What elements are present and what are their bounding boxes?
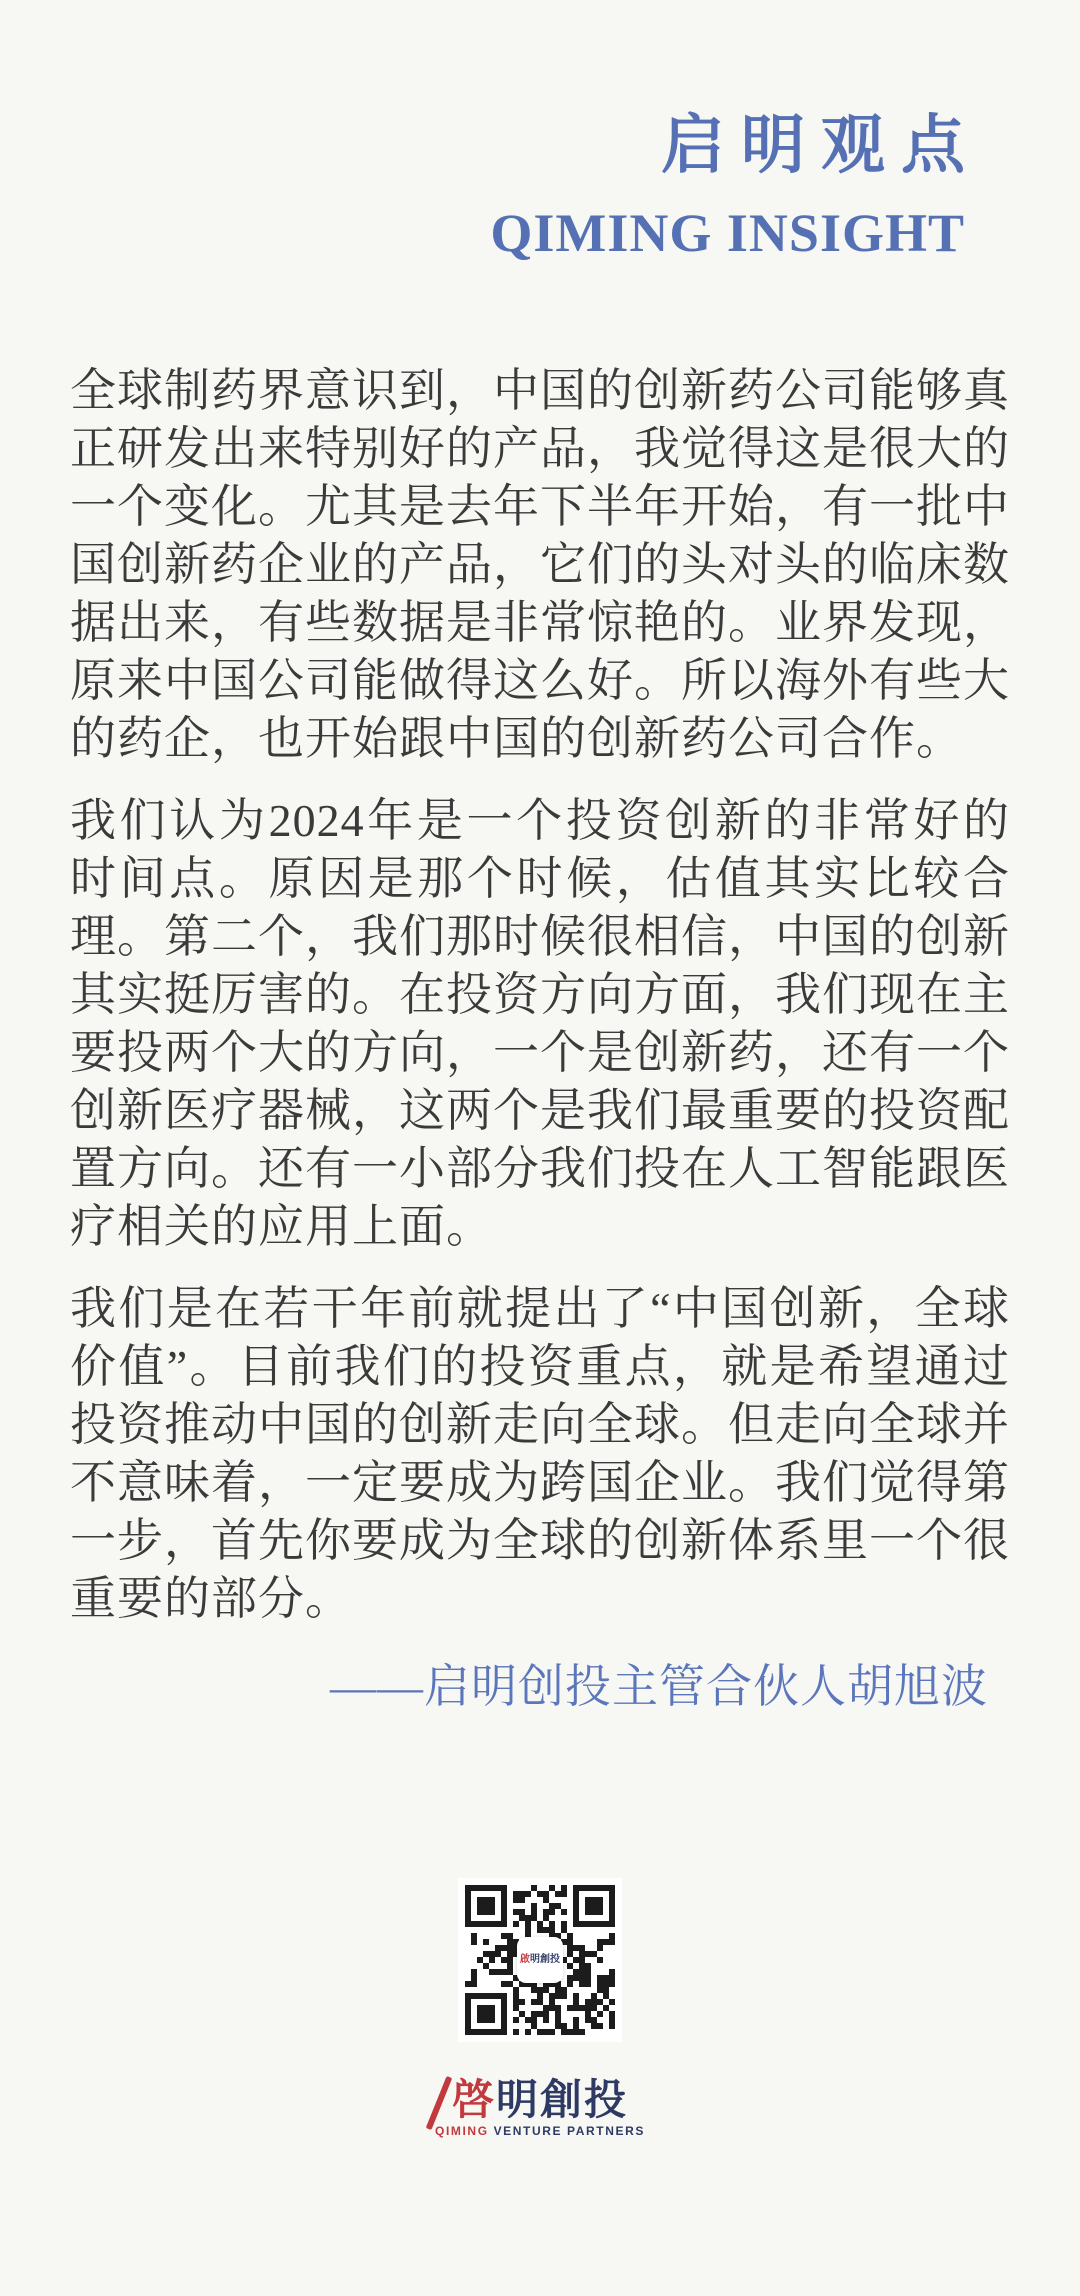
logo-subtitle — [0, 2124, 1080, 2138]
paragraph-3: 我们是在若干年前就提出了“中国创新，全球价值”。目前我们的投资重点，就是希望通过投资推动中国的创新走向全球。但走向全球并不意味着，一定要成为跨国企业。我们觉得第一步，首先你要成为全球的创新体系里一个很重要的部分。 — [70, 1283, 1010, 1624]
logo-wordmark-first: 啓 — [451, 2076, 496, 2123]
qr-logo-text-first: 啟 — [520, 1954, 530, 1965]
article-body — [70, 362, 1010, 1716]
logo-wordmark-rest: 明創投 — [496, 2076, 629, 2123]
logo-wordmark — [452, 2078, 628, 2122]
qr-center-logo — [517, 1937, 563, 1983]
logo-subtitle-first: QIMING — [435, 2124, 489, 2138]
logo-slash-icon — [426, 2076, 453, 2130]
page-title-en: QIMING INSIGHT — [490, 203, 965, 263]
attribution-line: ——启明创投主管合伙人胡旭波 — [330, 1661, 988, 1712]
wechat-qr-code-icon — [458, 1878, 622, 2042]
paragraph-1: 全球制药界意识到，中国的创新药公司能够真正研发出来特别好的产品，我觉得这是很大的一个变化。尤其是去年下半年开始，有一批中国创新药企业的产品，它们的头对头的临床数据出来，有些数据是非常惊艳的。业界发现，原来中国公司能做得这么好。所以海外有些大的药企，也开始跟中国的创新药公司合作。 — [70, 365, 1010, 764]
paragraph-2: 我们认为2024年是一个投资创新的非常好的时间点。原因是那个时候，估值其实比较合理。第二个，我们那时候很相信，中国的创新其实挺厉害的。在投资方向方面，我们现在主要投两个大的方向，一个是创新药，还有一个创新医疗器械，这两个是我们最重要的投资配置方向。还有一小部分我们投在人工智能跟医疗相关的应用上面。 — [70, 795, 1010, 1252]
company-logo — [0, 2078, 1080, 2138]
qr-logo-text-rest: 明創投 — [530, 1954, 560, 1965]
qr-section — [0, 1878, 1080, 2042]
logo-subtitle-rest: VENTURE PARTNERS — [488, 2124, 645, 2138]
header — [0, 0, 1080, 264]
page-title-cn: 启明观点 — [661, 110, 981, 181]
